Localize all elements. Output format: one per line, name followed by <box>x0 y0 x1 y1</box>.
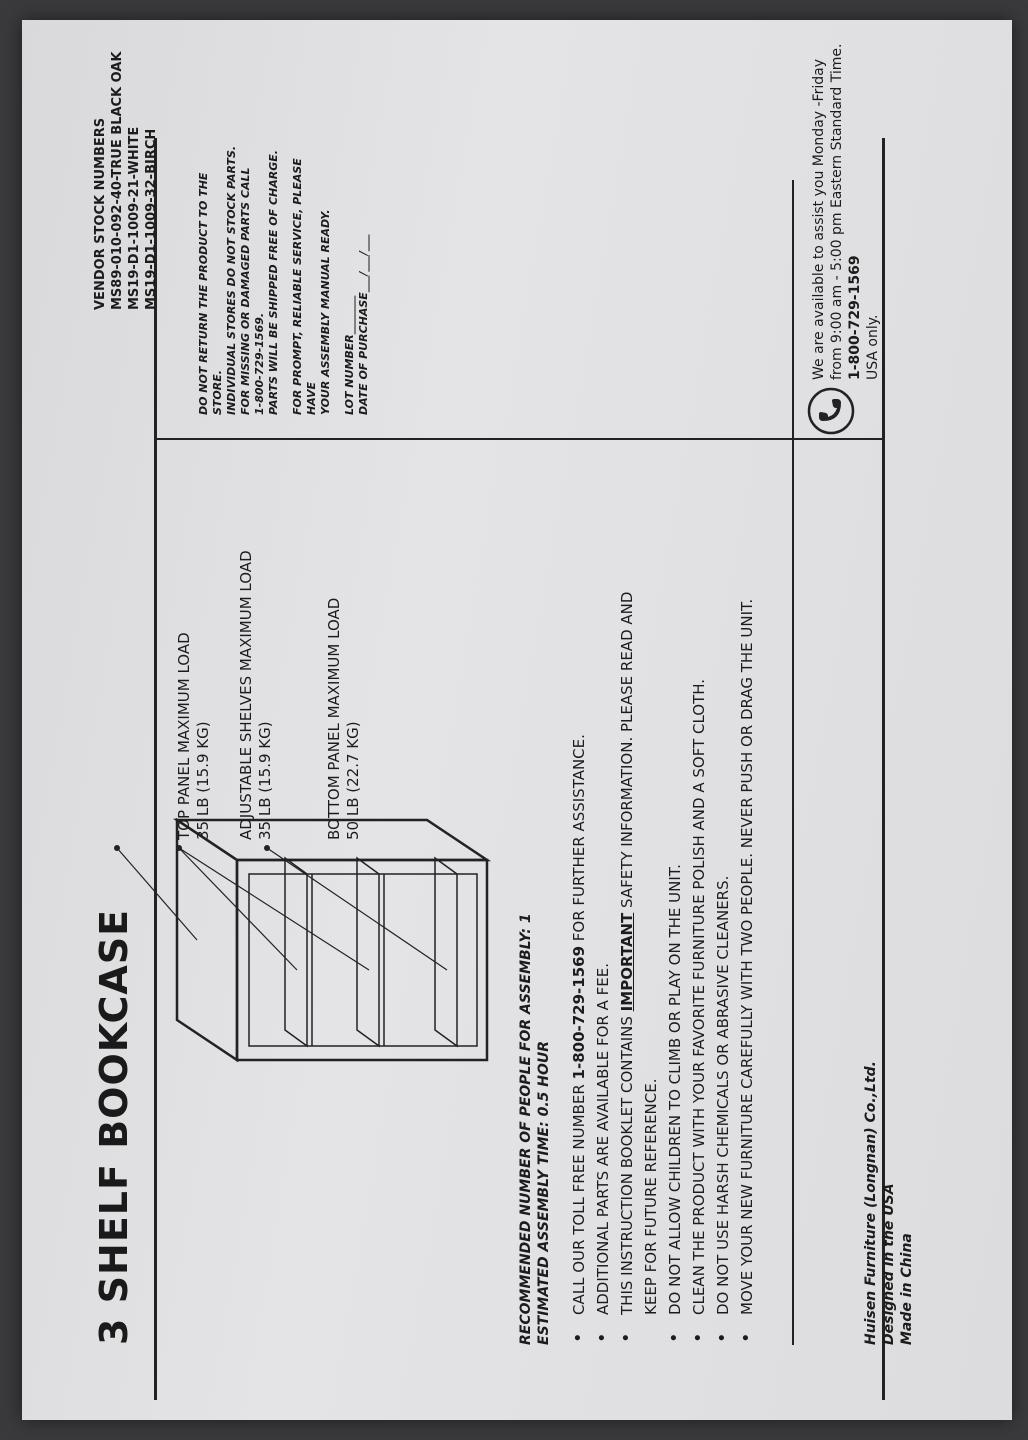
notice-line: DO NOT RETURN THE PRODUCT TO THE STORE. <box>197 172 224 415</box>
company-info <box>862 1061 916 1345</box>
top-load-value: 35 LB (15.9 KG) <box>194 721 212 840</box>
shelves-load-value: 35 LB (15.9 KG) <box>256 721 274 840</box>
notice-line: PARTS WILL BE SHIPPED FREE OF CHARGE. <box>267 150 280 415</box>
list-item <box>735 592 759 1345</box>
store-notice <box>197 125 381 415</box>
text-segment: CLEAN THE PRODUCT WITH YOUR FAVORITE FURNITURE POLISH AND A SOFT CLOTH. <box>690 678 708 1315</box>
vendor-number: MS19-D1-1009-21-WHITE <box>127 126 142 310</box>
page-title: 3 SHELF BOOKCASE <box>92 908 136 1345</box>
text-segment: DO NOT ALLOW CHILDREN TO CLIMB OR PLAY ON THE UNIT. <box>666 864 684 1315</box>
support-hours: We are available to assist you Monday -Friday <box>811 59 827 380</box>
notice-line: FOR PROMPT, RELIABLE SERVICE, PLEASE HAVE <box>291 158 318 415</box>
text-segment: KEEP FOR FUTURE REFERENCE. <box>642 1078 660 1315</box>
list-item <box>567 592 591 1345</box>
text-segment: ADDITIONAL PARTS ARE AVAILABLE FOR A FEE. <box>594 963 612 1315</box>
vendor-heading: VENDOR STOCK NUMBERS <box>93 117 108 310</box>
assembly-people: RECOMMENDED NUMBER OF PEOPLE FOR ASSEMBLY: 1 <box>518 913 534 1345</box>
leader-dot <box>176 845 182 851</box>
toll-free-number: 1-800-729-1569 <box>570 945 588 1080</box>
column-divider <box>154 438 884 440</box>
return-notice <box>197 125 281 415</box>
rotated-sheet-content <box>92 43 952 1400</box>
top-rule <box>154 138 157 1400</box>
list-item <box>687 592 711 1345</box>
support-phone: 1-800-729-1569 <box>847 255 863 380</box>
purchase-fields <box>343 125 371 415</box>
text-segment: MOVE YOUR NEW FURNITURE CAREFULLY WITH TWO PEOPLE. NEVER PUSH OR DRAG THE UNIT. <box>738 598 756 1315</box>
text-segment: CALL OUR TOLL FREE NUMBER <box>570 1079 588 1315</box>
phone-handset-shape <box>819 399 841 421</box>
company-name: Huisen Furniture (Longnan) Co.,Ltd. <box>863 1060 879 1345</box>
designed-in: Designed in the USA <box>881 1183 897 1345</box>
bookcase-front <box>237 860 487 1060</box>
instruction-list <box>567 592 759 1345</box>
text-segment: DO NOT USE HARSH CHEMICALS OR ABRASIVE CLEANERS. <box>714 875 732 1315</box>
service-notice <box>291 125 333 415</box>
important-emphasis: IMPORTANT <box>618 912 636 1012</box>
shelves-load <box>237 550 275 840</box>
assembly-info <box>517 913 553 1345</box>
shelves-load-label: ADJUSTABLE SHELVES MAXIMUM LOAD <box>237 550 255 840</box>
shelf-2 <box>357 858 379 1046</box>
leader-dot <box>264 845 270 851</box>
support-region: USA only. <box>865 314 881 380</box>
notice-line: FOR MISSING OR DAMAGED PARTS CALL <box>239 167 252 415</box>
made-in: Made in China <box>899 1233 915 1345</box>
notice-line: 1-800-729-1569. <box>253 312 266 415</box>
notice-line: YOUR ASSEMBLY MANUAL READY. <box>319 209 332 415</box>
vendor-stock-numbers <box>92 52 160 311</box>
shelf-load-leader <box>179 848 369 970</box>
phone-icon-ring <box>809 389 853 433</box>
support-info <box>810 44 882 380</box>
telephone-handset-icon <box>807 387 855 435</box>
text-segment: FOR FURTHER ASSISTANCE. <box>570 734 588 946</box>
text-segment: SAFETY INFORMATION. PLEASE READ AND <box>618 591 636 913</box>
list-item <box>711 592 735 1345</box>
vendor-number: MS19-D1-1009-32-BIRCH <box>144 128 159 310</box>
bottom-panel <box>435 858 457 1046</box>
purchase-date-field: DATE OF PURCHASE___/___/___ <box>357 234 370 415</box>
list-item <box>663 592 687 1345</box>
leader-dot <box>114 845 120 851</box>
instruction-sheet-paper <box>22 20 1012 1420</box>
bookcase-inner <box>249 874 477 1046</box>
lot-number-field: LOT NUMBER_______ <box>343 295 356 415</box>
list-item <box>591 592 615 1345</box>
bottom-load-value: 50 LB (22.7 KG) <box>344 721 362 840</box>
top-load-label: TOP PANEL MAXIMUM LOAD <box>175 632 193 840</box>
bottom-panel-load <box>325 598 363 840</box>
vendor-number: MS89-010-092-40-TRUE BLACK OAK <box>110 51 125 310</box>
shelf-1 <box>285 858 307 1046</box>
top-panel-load <box>175 632 213 840</box>
notice-line: INDIVIDUAL STORES DO NOT STOCK PARTS. <box>225 145 238 415</box>
bottom-load-label: BOTTOM PANEL MAXIMUM LOAD <box>325 597 343 840</box>
footer-rule <box>792 180 794 1345</box>
support-hours: from 9:00 am - 5:00 pm Eastern Standard Time. <box>829 43 845 380</box>
text-segment: THIS INSTRUCTION BOOKLET CONTAINS <box>618 1011 636 1315</box>
list-item <box>615 592 663 1345</box>
assembly-time: ESTIMATED ASSEMBLY TIME: 0.5 HOUR <box>536 1040 552 1345</box>
